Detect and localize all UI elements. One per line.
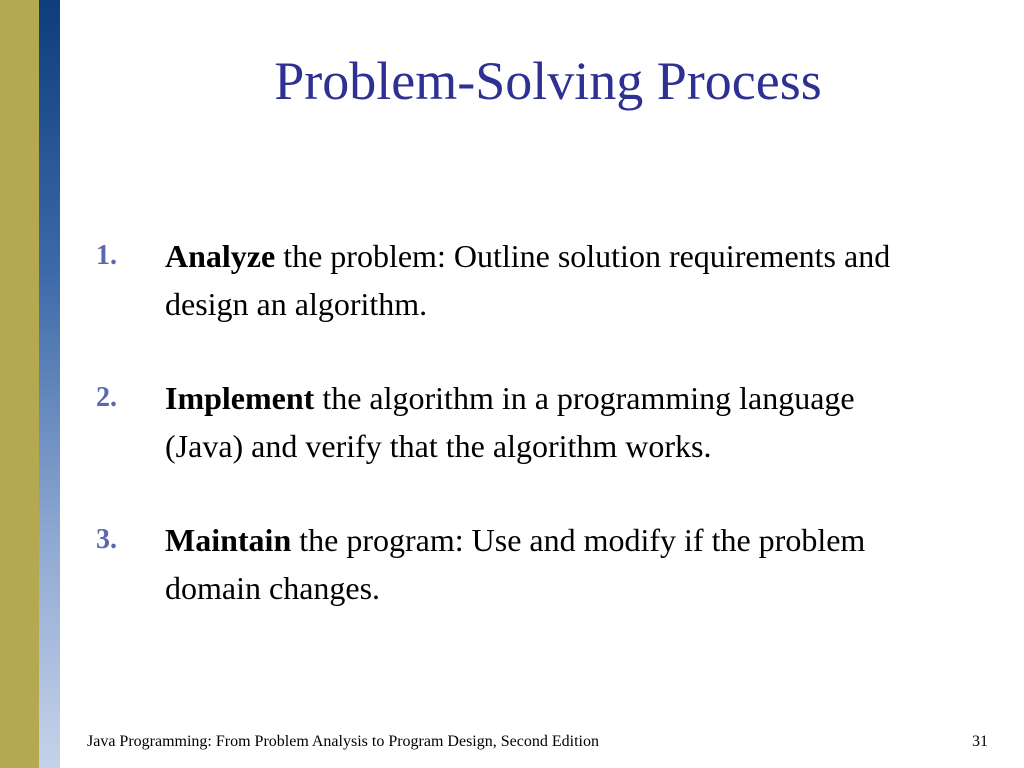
list-item-text: the algorithm in a programming language (Java) and verify that the algorithm works. (165, 380, 855, 464)
page-number: 31 (972, 733, 988, 750)
list-item-number: 2. (96, 382, 117, 413)
left-gold-bar (0, 0, 39, 768)
list-item-text: the program: Use and modify if the problem domain changes. (165, 522, 866, 606)
slide-title: Problem-Solving Process (274, 51, 822, 111)
list-item (96, 516, 916, 612)
numbered-list (96, 232, 916, 658)
slide-footer: Java Programming: From Problem Analysis to Program Design, Second Edition (87, 733, 599, 750)
left-blue-gradient-bar (39, 0, 60, 768)
list-item-keyword: Analyze (165, 238, 276, 274)
list-item-number: 3. (96, 524, 117, 555)
list-item-keyword: Implement (165, 380, 315, 416)
list-item (96, 374, 916, 470)
list-item-number: 1. (96, 240, 117, 271)
list-item-keyword: Maintain (165, 522, 292, 558)
list-item (96, 232, 916, 328)
list-item-text: the problem: Outline solution requirements and design an algorithm. (165, 238, 891, 322)
